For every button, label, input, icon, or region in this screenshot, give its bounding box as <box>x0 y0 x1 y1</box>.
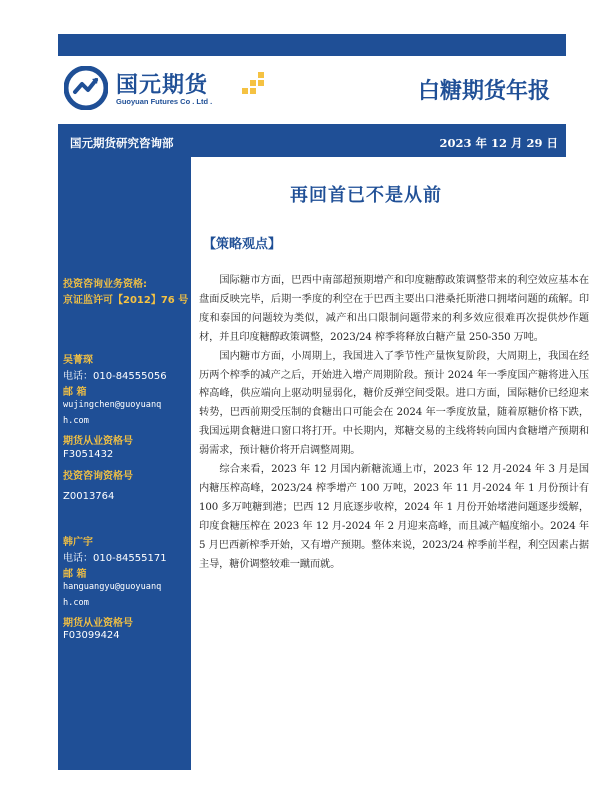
analyst1-futures-label: 期货从业资格号 <box>63 436 133 447</box>
qualification-title: 投资咨询业务资格: <box>63 279 147 290</box>
analyst2-email-label: 邮 箱 <box>63 569 87 580</box>
analyst1-consult-no: Z0013764 <box>63 491 115 502</box>
logo-emblem-icon <box>64 66 108 110</box>
company-name-cn: 国元期货 <box>116 73 209 98</box>
paragraph-domestic: 国内糖市方面，小周期上，我国进入了季节性产量恢复阶段，大周期上，我国在经历两个榨季的减产之后，开始进入增产周期阶段。预计 2024 年一季度国产糖将进入压榨高峰，供应端向上驱动明显弱化，糖价反弹空间受限。进口方面，国际糖价已经迎来转势，巴西前期受压制的食糖出口可能会在 2024 年一季度放量，随着原糖价格下跌，我国远期食糖进口窗口将打开。中长期内，郑糖交易的主线将转向国内食糖增产预期和弱需求，预计糖价将开启调整周期。 <box>199 350 589 457</box>
logo-dots-icon <box>240 70 270 100</box>
analyst1-email-label: 邮 箱 <box>63 387 87 398</box>
company-logo <box>64 66 264 116</box>
analyst1-futures-no: F3051432 <box>63 449 114 460</box>
info-bar <box>58 127 566 157</box>
analyst2-name: 韩广宇 <box>63 537 93 548</box>
report-date: 2023 年 12 月 29 日 <box>439 136 558 150</box>
report-headline: 再回首已不是从前 <box>290 185 442 206</box>
strategy-body <box>199 272 589 575</box>
analyst2-email: hanguangyu@guoyuanq <box>63 582 162 592</box>
analyst-sidebar <box>58 157 191 770</box>
company-name-en: Guoyuan Futures Co . Ltd . <box>116 97 213 106</box>
analyst2-phone: 电话：010-84555171 <box>63 553 167 564</box>
analyst1-consult-label: 投资咨询资格号 <box>63 471 133 482</box>
paragraph-international: 国际糖市方面，巴西中南部超预期增产和印度糖醇政策调整带来的利空效应基本在盘面反映完毕，后期一季度的利空在于巴西主要出口港桑托斯港口拥堵问题的疏解。印度和泰国的问题较为类似，减产和出口限制问题带来的利多效应很难再次提供炒作题材，并且印度糖醇政策调整，2023/24 榨季将释放白糖产量 250-350 万吨。 <box>199 275 589 343</box>
section-title: 【策略观点】 <box>203 237 282 252</box>
qualification-value: 京证监许可【2012】76 号 <box>63 295 189 306</box>
analyst2-futures-label: 期货从业资格号 <box>63 618 133 629</box>
analyst2-email-cont: h.com <box>63 598 89 608</box>
analyst1-email: wujingchen@guoyuanq <box>63 400 162 410</box>
department-label: 国元期货研究咨询部 <box>70 136 174 150</box>
analyst2-futures-no: F03099424 <box>63 630 120 641</box>
analyst1-name: 吴菁琛 <box>63 355 93 366</box>
paragraph-summary: 综合来看，2023 年 12 月国内新糖流通上市，2023 年 12 月-2024 年 3 月是国内糖压榨高峰，2023/24 榨季增产 100 万吨，2023 年 11 月-2024 年 1 月份预计有 100 多万吨糖到港；巴西 12 月底逐步收榨，2024 年 1 月份开始堵港问题逐步缓解，印度食糖压榨在 2023 年 12 月-2024 年 2 月迎来高峰，而且减产幅度缩小。2024 年 5 月巴西新榨季开始，又有增产预期。整体来说，2023/24 榨季前半程，利空因素占据主导，糖价调整较难一蹴而就。 <box>199 464 589 570</box>
top-band <box>58 34 566 56</box>
analyst1-email-cont: h.com <box>63 416 89 426</box>
report-title: 白糖期货年报 <box>417 79 550 104</box>
analyst1-phone: 电话：010-84555056 <box>63 371 167 382</box>
